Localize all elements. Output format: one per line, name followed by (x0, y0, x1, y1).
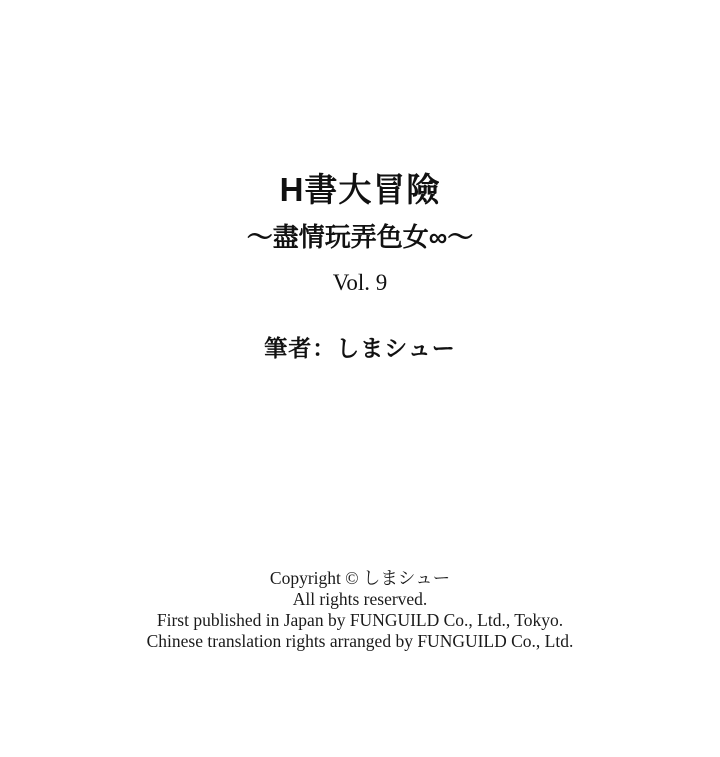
copyright-line-2: All rights reserved. (292, 589, 428, 609)
title-block (0, 172, 720, 363)
page-subtitle: ～盡情玩弄色女∞～ (246, 222, 474, 253)
author-label: 筆者：しまシュー (264, 335, 456, 362)
copyright-line-3: First published in Japan by FUNGUILD Co., Ltd., Tokyo. (156, 610, 564, 630)
volume-label: Vol. 9 (332, 270, 388, 296)
page-title: H書大冒險 (279, 171, 441, 208)
copyright-block (0, 568, 720, 652)
copyright-line-1: Copyright © しまシュー (269, 568, 451, 588)
copyright-line-4: Chinese translation rights arranged by FUNGUILD Co., Ltd. (146, 631, 574, 651)
